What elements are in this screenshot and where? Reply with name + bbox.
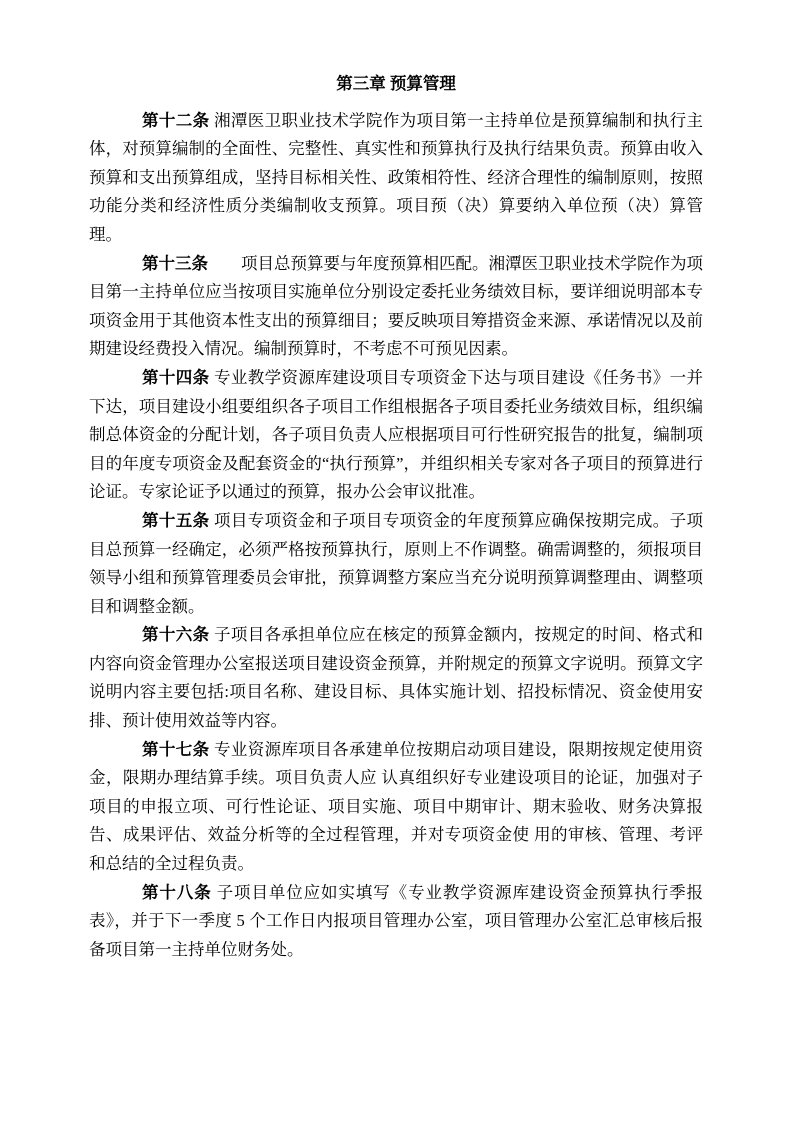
article-paragraph-13: [89, 250, 703, 364]
article-paragraph-18: [89, 879, 703, 965]
article-text: 湘潭医卫职业技术学院作为项目第一主持单位是预算编制和执行主体，对预算编制的全面性、完整性、真实性和预算执行及执行结果负责。预算由收入预算和支出预算组成，坚持目标相关性、政策相符性、经济合理性的编制原则，按照功能分类和经济性质分类编制收支预算。项目预（决）算要纳入单位预（决）算管理。: [89, 110, 703, 244]
article-number: 第十七条: [142, 739, 210, 759]
article-number: 第十四条: [142, 367, 210, 387]
article-paragraph-17: [89, 736, 703, 879]
article-paragraph-16: [89, 621, 703, 735]
article-number: 第十六条: [142, 625, 210, 645]
article-number: 第十五条: [142, 510, 210, 530]
article-paragraph-15: [89, 507, 703, 621]
article-number: 第十八条: [142, 882, 212, 902]
chapter-title: 第三章 预算管理: [336, 74, 456, 93]
article-text: 项目专项资金和子项目专项资金的年度预算应确保按期完成。子项目总预算一经确定，必须严格按预算执行，原则上不作调整。确需调整的，须报项目领导小组和预算管理委员会审批，预算调整方案应当充分说明预算调整理由、调整项目和调整金额。: [89, 510, 703, 616]
article-number: 第十三条: [142, 253, 208, 273]
article-text: 子项目单位应如实填写《专业教学资源库建设资金预算执行季报表》，并于下一季度 5 个工作日内报项目管理办公室，项目管理办公室汇总审核后报备项目第一主持单位财务处。: [89, 882, 703, 959]
article-text: 专业资源库项目各承建单位按期启动项目建设，限期按规定使用资金，限期办理结算手续。项目负责人应 认真组织好专业建设项目的论证，加强对子项目的申报立项、可行性论证、项目实施、项目中期审计、期末验收、财务决算报告、成果评估、效益分析等的全过程管理，并对专项资金使 用的审核、管理、考评和总结的全过程负责。: [89, 739, 703, 874]
article-text: 专业教学资源库建设项目专项资金下达与项目建设《任务书》一并下达，项目建设小组要组织各子项目工作组根据各子项目委托业务绩效目标，组织编制总体资金的分配计划，各子项目负责人应根据项目可行性研究报告的批复，编制项目的年度专项资金及配套资金的“执行预算”，并组织相关专家对各子项目的预算进行论证。专家论证予以通过的预算，报办公会审议批准。: [89, 367, 703, 502]
article-paragraph-12: [89, 107, 703, 250]
article-number: 第十二条: [142, 110, 210, 130]
article-text: 子项目各承担单位应在核定的预算金额内，按规定的时间、格式和内容向资金管理办公室报送项目建设资金预算，并附规定的预算文字说明。预算文字说明内容主要包括:项目名称、建设目标、具体实施计划、招投标情况、资金使用安排、预计使用效益等内容。: [89, 625, 703, 731]
article-text: 项目总预算要与年度预算相匹配。湘潭医卫职业技术学院作为项目第一主持单位应当按项目实施单位分别设定委托业务绩效目标，要详细说明部本专项资金用于其他资本性支出的预算细目；要反映项目筹措资金来源、承诺情况以及前期建设经费投入情况。编制预算时，不考虑不可预见因素。: [89, 253, 703, 359]
article-paragraph-14: [89, 364, 703, 507]
